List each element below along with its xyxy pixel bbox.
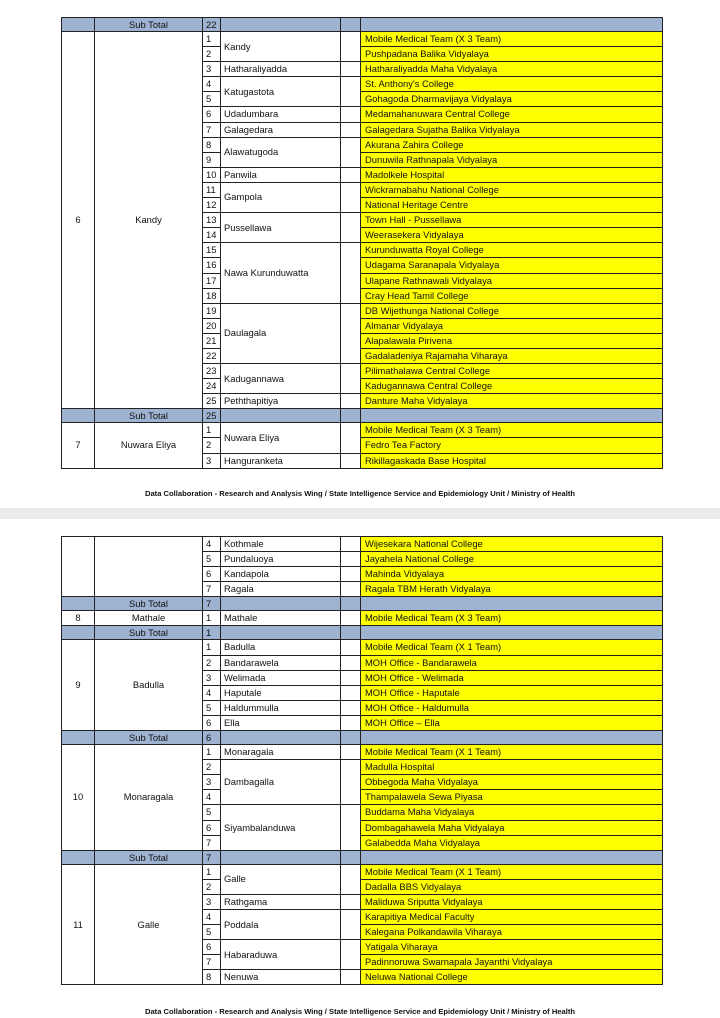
row-number: 4 (203, 909, 221, 924)
spacer-cell (341, 303, 361, 363)
vaccination-location: Danture Maha Vidyalaya (361, 394, 663, 409)
subtotal-row (62, 18, 663, 32)
vaccination-location: Kalegana Polkandawila Viharaya (361, 925, 663, 940)
row-number: 7 (203, 955, 221, 970)
moh-area-name: Alawatugoda (221, 137, 341, 167)
subtotal-blank (341, 597, 361, 611)
row-number: 14 (203, 228, 221, 243)
row-number: 1 (203, 745, 221, 760)
subtotal-label: Sub Total (95, 409, 203, 423)
vaccination-location: Cray Head Tamil College (361, 288, 663, 303)
vaccination-location: MOH Office - Haldumulla (361, 700, 663, 715)
page-footer: Data Collaboration - Research and Analysis Wing / State Intelligence Service and Epidemiology Unit / Ministry of Health (144, 489, 576, 498)
table-row (62, 32, 663, 47)
row-number: 23 (203, 364, 221, 379)
row-number: 4 (203, 77, 221, 92)
subtotal-row (62, 597, 663, 611)
subtotal-blank (341, 409, 361, 423)
row-number: 5 (203, 552, 221, 567)
vaccination-location: MOH Office – Ella (361, 715, 663, 730)
row-number: 2 (203, 760, 221, 775)
document-page-2 (0, 519, 720, 1018)
subtotal-label: Sub Total (95, 850, 203, 864)
subtotal-blank (361, 18, 663, 32)
subtotal-row (62, 626, 663, 640)
spacer-cell (341, 77, 361, 107)
row-number: 11 (203, 182, 221, 197)
spacer-cell (341, 167, 361, 182)
subtotal-row (62, 409, 663, 423)
row-number: 20 (203, 318, 221, 333)
spacer-cell (341, 107, 361, 122)
spacer-cell (341, 670, 361, 685)
vaccination-location: Almanar Vidyalaya (361, 318, 663, 333)
moh-area-name: Rathgama (221, 894, 341, 909)
moh-area-name: Peththapitiya (221, 394, 341, 409)
vaccination-location: Madolkele Hospital (361, 167, 663, 182)
row-number: 9 (203, 152, 221, 167)
row-number: 18 (203, 288, 221, 303)
row-number: 3 (203, 62, 221, 77)
spacer-cell (341, 700, 361, 715)
subtotal-blank (62, 731, 95, 745)
vaccination-location: Rikillagaskada Base Hospital (361, 453, 663, 468)
vaccination-location: Weerasekera Vidyalaya (361, 228, 663, 243)
spacer-cell (341, 909, 361, 939)
spacer-cell (341, 137, 361, 167)
vaccination-location: MOH Office - Haputale (361, 685, 663, 700)
row-number: 10 (203, 167, 221, 182)
moh-area-name: Galagedara (221, 122, 341, 137)
spacer-cell (341, 32, 361, 62)
moh-area-name: Mathale (221, 611, 341, 626)
vaccination-location: Galagedara Sujatha Balika Vidyalaya (361, 122, 663, 137)
moh-area-name: Hanguranketa (221, 453, 341, 468)
moh-area-name: Nuwara Eliya (221, 423, 341, 453)
spacer-cell (341, 423, 361, 453)
row-number: 1 (203, 611, 221, 626)
table-row (62, 640, 663, 655)
spacer-cell (341, 552, 361, 567)
table-row (62, 537, 663, 552)
district-name: Galle (95, 864, 203, 985)
vaccination-location: Obbegoda Maha Vidyalaya (361, 775, 663, 790)
row-number: 12 (203, 198, 221, 213)
page-footer: Data Collaboration - Research and Analysis Wing / State Intelligence Service and Epidemiology Unit / Ministry of Health (144, 1007, 576, 1016)
subtotal-blank (361, 850, 663, 864)
vaccination-location: Ragala TBM Herath Vidyalaya (361, 582, 663, 597)
subtotal-value: 1 (203, 626, 221, 640)
vaccination-location: MOH Office - Bandarawela (361, 655, 663, 670)
moh-area-name: Hatharaliyadda (221, 62, 341, 77)
vaccination-location: Madulla Hospital (361, 760, 663, 775)
vaccination-location: Gadaladeniya Rajamaha Viharaya (361, 348, 663, 363)
subtotal-label: Sub Total (95, 18, 203, 32)
table-row (62, 423, 663, 438)
row-number: 25 (203, 394, 221, 409)
row-number: 13 (203, 213, 221, 228)
row-number: 22 (203, 348, 221, 363)
subtotal-value: 6 (203, 731, 221, 745)
subtotal-blank (221, 409, 341, 423)
row-number: 6 (203, 107, 221, 122)
row-number: 1 (203, 640, 221, 655)
moh-area-name: Dambagalla (221, 760, 341, 805)
subtotal-blank (341, 18, 361, 32)
spacer-cell (341, 715, 361, 730)
moh-area-name: Kandapola (221, 567, 341, 582)
vaccination-location: Dadalla BBS Vidyalaya (361, 879, 663, 894)
subtotal-label: Sub Total (95, 626, 203, 640)
subtotal-blank (221, 850, 341, 864)
row-number: 6 (203, 940, 221, 955)
spacer-cell (341, 805, 361, 850)
vaccination-location: Wijesekara National College (361, 537, 663, 552)
moh-area-name: Katugastota (221, 77, 341, 107)
row-number: 5 (203, 925, 221, 940)
district-number: 10 (62, 745, 95, 851)
row-number: 8 (203, 970, 221, 985)
row-number: 6 (203, 567, 221, 582)
moh-area-name: Nenuwa (221, 970, 341, 985)
subtotal-blank (221, 731, 341, 745)
subtotal-blank (341, 626, 361, 640)
subtotal-blank (361, 597, 663, 611)
district-number (62, 537, 95, 597)
subtotal-label: Sub Total (95, 731, 203, 745)
vaccination-location: Jayahela National College (361, 552, 663, 567)
row-number: 4 (203, 685, 221, 700)
moh-area-name: Daulagala (221, 303, 341, 363)
moh-area-name: Bandarawela (221, 655, 341, 670)
district-number: 11 (62, 864, 95, 985)
vaccination-location: Padinnoruwa Swarnapala Jayanthi Vidyalaya (361, 955, 663, 970)
moh-area-name: Kadugannawa (221, 364, 341, 394)
vaccination-location: Thampalawela Sewa Piyasa (361, 790, 663, 805)
spacer-cell (341, 364, 361, 394)
vaccination-location: Neluwa National College (361, 970, 663, 985)
row-number: 1 (203, 423, 221, 438)
row-number: 1 (203, 32, 221, 47)
subtotal-blank (62, 626, 95, 640)
vaccination-location: Town Hall - Pussellawa (361, 213, 663, 228)
row-number: 5 (203, 805, 221, 820)
spacer-cell (341, 640, 361, 655)
row-number: 4 (203, 790, 221, 805)
spacer-cell (341, 894, 361, 909)
moh-area-name: Kothmale (221, 537, 341, 552)
row-number: 8 (203, 137, 221, 152)
spacer-cell (341, 685, 361, 700)
spacer-cell (341, 611, 361, 626)
vaccination-location: Hatharaliyadda Maha Vidyalaya (361, 62, 663, 77)
vaccination-location: Yatigala Viharaya (361, 940, 663, 955)
district-name: Nuwara Eliya (95, 423, 203, 468)
district-name (95, 537, 203, 597)
moh-area-name: Welimada (221, 670, 341, 685)
table-row (62, 745, 663, 760)
district-number: 9 (62, 640, 95, 731)
vaccination-location: Dunuwila Rathnapala Vidyalaya (361, 152, 663, 167)
subtotal-blank (341, 731, 361, 745)
spacer-cell (341, 864, 361, 894)
moh-area-name: Badulla (221, 640, 341, 655)
spacer-cell (341, 567, 361, 582)
vaccination-location: Kurunduwatta Royal College (361, 243, 663, 258)
spacer-cell (341, 940, 361, 970)
row-number: 7 (203, 122, 221, 137)
moh-area-name: Kandy (221, 32, 341, 62)
row-number: 16 (203, 258, 221, 273)
spacer-cell (341, 182, 361, 212)
vaccination-location: Dombagahawela Maha Vidyalaya (361, 820, 663, 835)
vaccination-location: Galabedda Maha Vidyalaya (361, 835, 663, 850)
vaccination-location: MOH Office - Welimada (361, 670, 663, 685)
subtotal-row (62, 731, 663, 745)
subtotal-value: 25 (203, 409, 221, 423)
district-number: 7 (62, 423, 95, 468)
subtotal-value: 22 (203, 18, 221, 32)
spacer-cell (341, 970, 361, 985)
table-row (62, 611, 663, 626)
vaccination-location: Buddama Maha Vidyalaya (361, 805, 663, 820)
spacer-cell (341, 213, 361, 243)
district-name: Badulla (95, 640, 203, 731)
moh-area-name: Poddala (221, 909, 341, 939)
row-number: 24 (203, 379, 221, 394)
table-row (62, 864, 663, 879)
moh-area-name: Udadumbara (221, 107, 341, 122)
vaccination-location: National Heritage Centre (361, 198, 663, 213)
district-number: 8 (62, 611, 95, 626)
vaccination-location: Mobile Medical Team (X 3 Team) (361, 423, 663, 438)
row-number: 1 (203, 864, 221, 879)
subtotal-blank (62, 597, 95, 611)
vaccination-location: Fedro Tea Factory (361, 438, 663, 453)
district-name: Mathale (95, 611, 203, 626)
moh-area-name: Panwila (221, 167, 341, 182)
vaccination-location: Mobile Medical Team (X 3 Team) (361, 611, 663, 626)
row-number: 19 (203, 303, 221, 318)
moh-area-name: Habaraduwa (221, 940, 341, 970)
row-number: 3 (203, 894, 221, 909)
subtotal-blank (361, 409, 663, 423)
vaccination-location: Pushpadana Balika Vidyalaya (361, 47, 663, 62)
moh-area-name: Haputale (221, 685, 341, 700)
row-number: 3 (203, 670, 221, 685)
vaccination-centers-table-page-1 (61, 17, 663, 469)
subtotal-blank (221, 18, 341, 32)
row-number: 4 (203, 537, 221, 552)
vaccination-location: Ulapane Rathnawali Vidyalaya (361, 273, 663, 288)
row-number: 2 (203, 47, 221, 62)
subtotal-value: 7 (203, 850, 221, 864)
district-name: Kandy (95, 32, 203, 409)
moh-area-name: Haldummulla (221, 700, 341, 715)
row-number: 2 (203, 655, 221, 670)
spacer-cell (341, 62, 361, 77)
subtotal-label: Sub Total (95, 597, 203, 611)
row-number: 2 (203, 438, 221, 453)
row-number: 15 (203, 243, 221, 258)
row-number: 2 (203, 879, 221, 894)
moh-area-name: Pussellawa (221, 213, 341, 243)
row-number: 5 (203, 700, 221, 715)
moh-area-name: Ragala (221, 582, 341, 597)
vaccination-location: Maliduwa Sriputta Vidyalaya (361, 894, 663, 909)
spacer-cell (341, 655, 361, 670)
moh-area-name: Siyambalanduwa (221, 805, 341, 850)
vaccination-location: Alapalawala Pirivena (361, 333, 663, 348)
vaccination-location: Mobile Medical Team (X 1 Team) (361, 864, 663, 879)
vaccination-location: Mobile Medical Team (X 1 Team) (361, 640, 663, 655)
row-number: 3 (203, 453, 221, 468)
vaccination-location: Pilimathalawa Central College (361, 364, 663, 379)
moh-area-name: Pundaluoya (221, 552, 341, 567)
subtotal-blank (62, 850, 95, 864)
row-number: 17 (203, 273, 221, 288)
subtotal-blank (62, 409, 95, 423)
moh-area-name: Monaragala (221, 745, 341, 760)
vaccination-location: Mobile Medical Team (X 1 Team) (361, 745, 663, 760)
vaccination-location: Mobile Medical Team (X 3 Team) (361, 32, 663, 47)
vaccination-location: Akurana Zahira College (361, 137, 663, 152)
vaccination-location: Kadugannawa Central College (361, 379, 663, 394)
spacer-cell (341, 243, 361, 303)
spacer-cell (341, 745, 361, 760)
row-number: 6 (203, 715, 221, 730)
subtotal-blank (361, 731, 663, 745)
district-name: Monaragala (95, 745, 203, 851)
moh-area-name: Nawa Kurunduwatta (221, 243, 341, 303)
vaccination-location: Mahinda Vidyalaya (361, 567, 663, 582)
spacer-cell (341, 453, 361, 468)
spacer-cell (341, 537, 361, 552)
subtotal-row (62, 850, 663, 864)
vaccination-location: Udagama Saranapala Vidyalaya (361, 258, 663, 273)
vaccination-location: Karapitiya Medical Faculty (361, 909, 663, 924)
vaccination-location: Gohagoda Dharmavijaya Vidyalaya (361, 92, 663, 107)
moh-area-name: Galle (221, 864, 341, 894)
subtotal-blank (221, 626, 341, 640)
spacer-cell (341, 122, 361, 137)
vaccination-centers-table-page-2 (61, 536, 663, 985)
subtotal-blank (341, 850, 361, 864)
moh-area-name: Ella (221, 715, 341, 730)
row-number: 6 (203, 820, 221, 835)
moh-area-name: Gampola (221, 182, 341, 212)
spacer-cell (341, 394, 361, 409)
document-page-1 (0, 0, 720, 508)
subtotal-blank (62, 18, 95, 32)
vaccination-location: DB Wijethunga National College (361, 303, 663, 318)
vaccination-location: Medamahanuwara Central College (361, 107, 663, 122)
vaccination-location: Wickramabahu National College (361, 182, 663, 197)
vaccination-location: St. Anthony's College (361, 77, 663, 92)
district-number: 6 (62, 32, 95, 409)
row-number: 3 (203, 775, 221, 790)
row-number: 7 (203, 835, 221, 850)
spacer-cell (341, 760, 361, 805)
row-number: 7 (203, 582, 221, 597)
row-number: 5 (203, 92, 221, 107)
subtotal-value: 7 (203, 597, 221, 611)
row-number: 21 (203, 333, 221, 348)
subtotal-blank (221, 597, 341, 611)
subtotal-blank (361, 626, 663, 640)
spacer-cell (341, 582, 361, 597)
